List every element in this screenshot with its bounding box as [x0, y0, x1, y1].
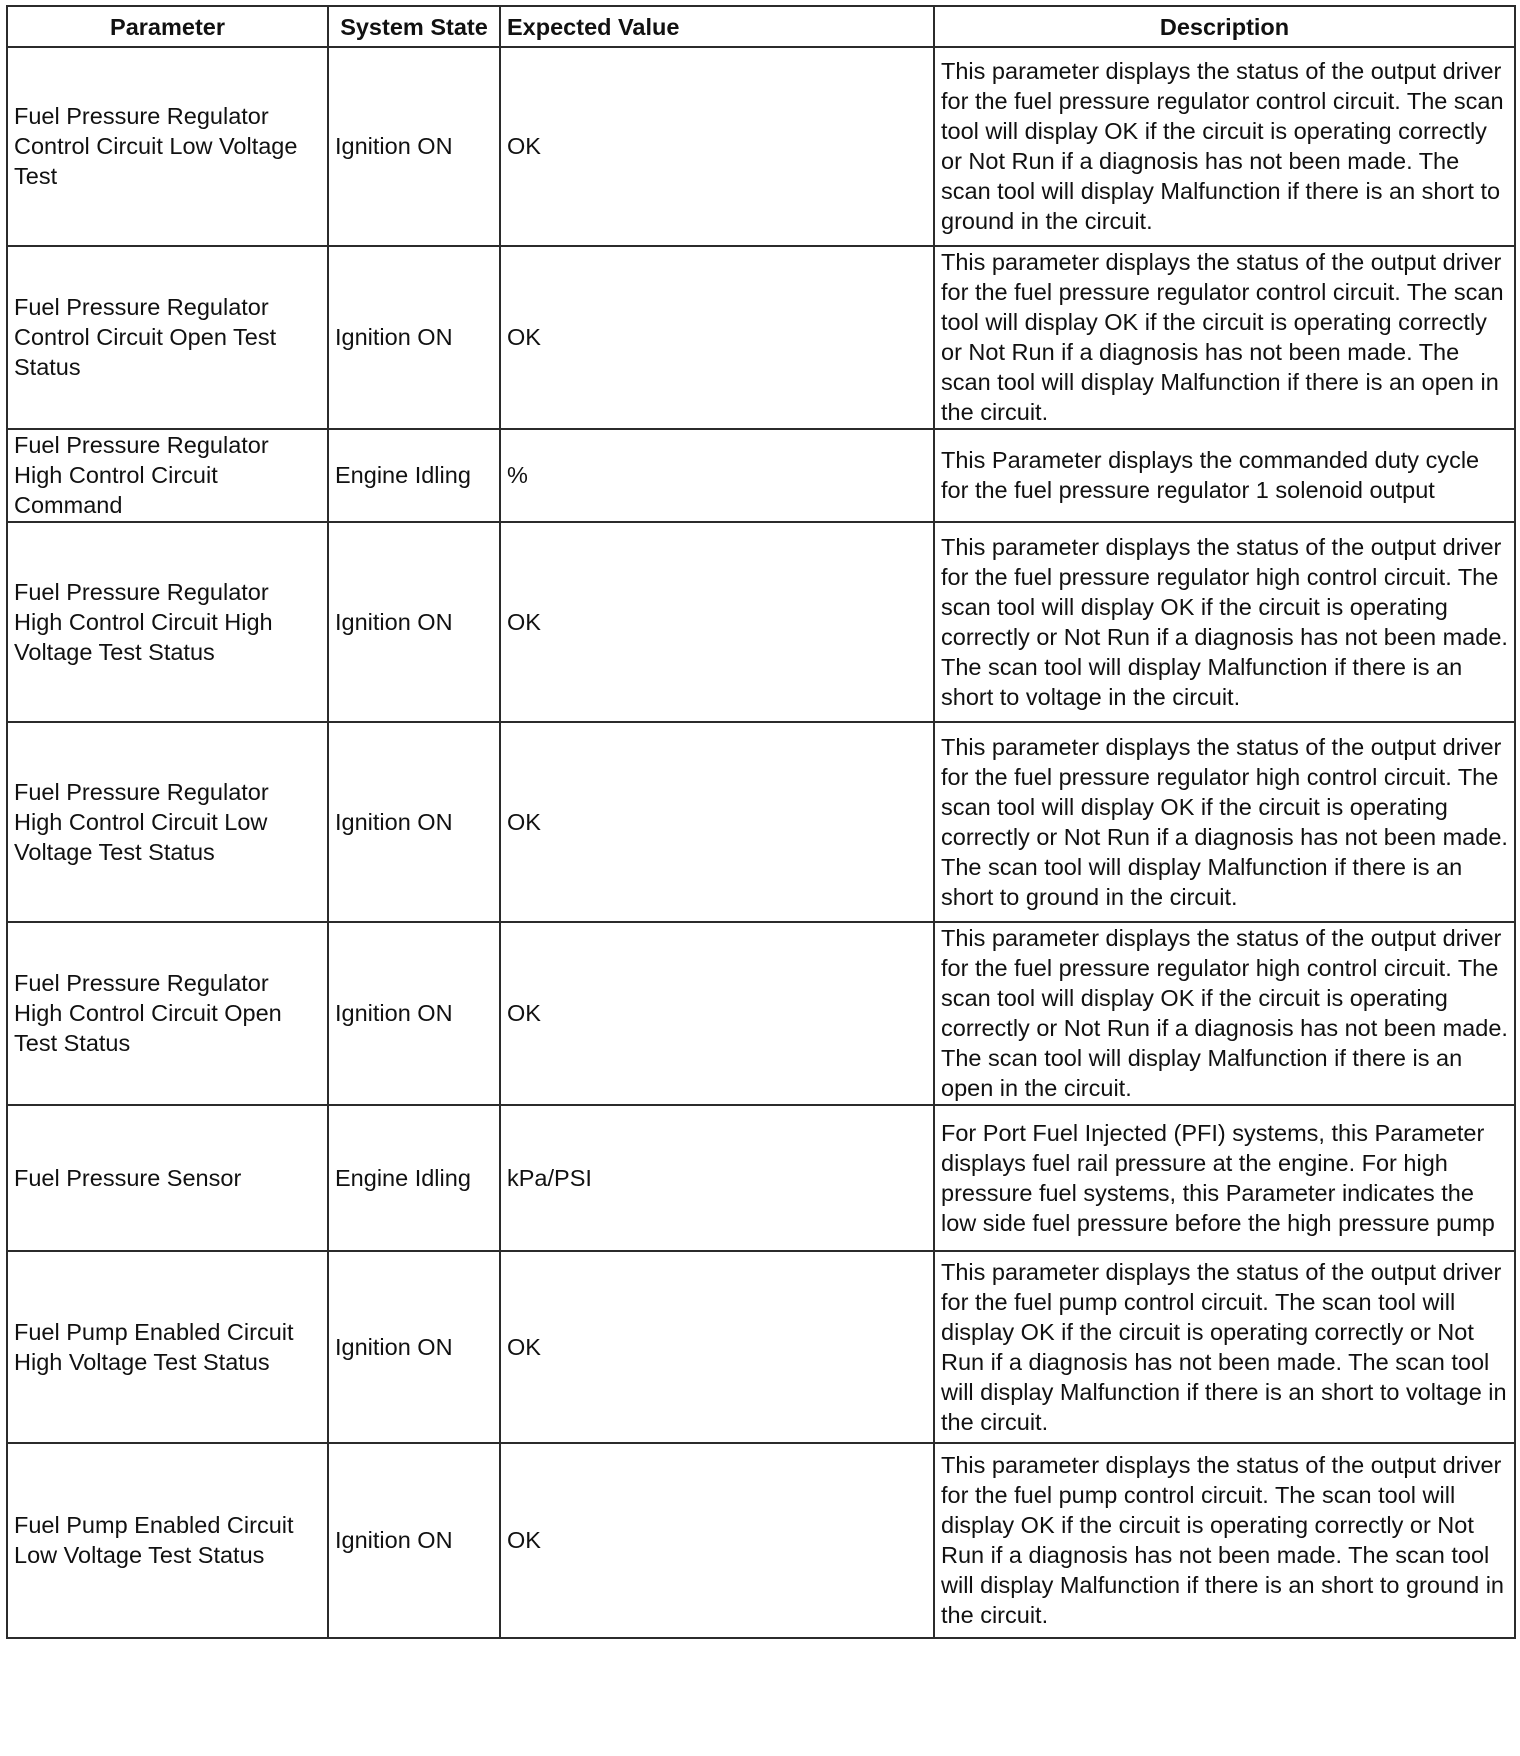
cell-description: This parameter displays the status of the output driver for the fuel pressure regulator control circuit. The scan tool will display OK if the circuit is operating correctly or Not Run if a diagnosis has not been made. The scan tool will display Malfunction if there is an short to ground in the circuit. [934, 47, 1515, 246]
cell-parameter: Fuel Pump Enabled Circuit Low Voltage Test Status [7, 1443, 328, 1638]
cell-expected-value: OK [500, 1443, 934, 1638]
cell-system-state: Ignition ON [328, 522, 500, 722]
cell-parameter: Fuel Pressure Regulator Control Circuit Low Voltage Test [7, 47, 328, 246]
cell-description: This Parameter displays the commanded duty cycle for the fuel pressure regulator 1 solenoid output [934, 429, 1515, 522]
table-header-row [7, 6, 1515, 47]
header-system-state: System State [328, 6, 500, 47]
cell-parameter: Fuel Pressure Regulator High Control Circuit Command [7, 429, 328, 522]
cell-parameter: Fuel Pressure Sensor [7, 1105, 328, 1251]
cell-expected-value: kPa/PSI [500, 1105, 934, 1251]
cell-expected-value: OK [500, 47, 934, 246]
table-row [7, 522, 1515, 722]
cell-parameter: Fuel Pressure Regulator High Control Circuit High Voltage Test Status [7, 522, 328, 722]
cell-description: This parameter displays the status of the output driver for the fuel pressure regulator high control circuit. The scan tool will display OK if the circuit is operating correctly or Not Run if a diagnosis has not been made. The scan tool will display Malfunction if there is an short to ground in the circuit. [934, 722, 1515, 922]
cell-description: This parameter displays the status of the output driver for the fuel pressure regulator control circuit. The scan tool will display OK if the circuit is operating correctly or Not Run if a diagnosis has not been made. The scan tool will display Malfunction if there is an open in the circuit. [934, 246, 1515, 429]
cell-system-state: Ignition ON [328, 1443, 500, 1638]
cell-system-state: Ignition ON [328, 922, 500, 1105]
cell-system-state: Engine Idling [328, 429, 500, 522]
cell-system-state: Ignition ON [328, 246, 500, 429]
cell-description: This parameter displays the status of the output driver for the fuel pressure regulator high control circuit. The scan tool will display OK if the circuit is operating correctly or Not Run if a diagnosis has not been made. The scan tool will display Malfunction if there is an open in the circuit. [934, 922, 1515, 1105]
cell-system-state: Engine Idling [328, 1105, 500, 1251]
table-row [7, 922, 1515, 1105]
cell-parameter: Fuel Pressure Regulator High Control Circuit Low Voltage Test Status [7, 722, 328, 922]
parameter-table [6, 5, 1516, 1639]
table-row [7, 246, 1515, 429]
cell-system-state: Ignition ON [328, 722, 500, 922]
cell-expected-value: OK [500, 922, 934, 1105]
cell-description: This parameter displays the status of the output driver for the fuel pump control circuit. The scan tool will display OK if the circuit is operating correctly or Not Run if a diagnosis has not been made. The scan tool will display Malfunction if there is an short to ground in the circuit. [934, 1443, 1515, 1638]
cell-expected-value: OK [500, 246, 934, 429]
header-description: Description [934, 6, 1515, 47]
cell-expected-value: OK [500, 522, 934, 722]
cell-description: For Port Fuel Injected (PFI) systems, this Parameter displays fuel rail pressure at the engine. For high pressure fuel systems, this Parameter indicates the low side fuel pressure before the high pressure pump [934, 1105, 1515, 1251]
cell-expected-value: OK [500, 1251, 934, 1443]
cell-parameter: Fuel Pressure Regulator Control Circuit Open Test Status [7, 246, 328, 429]
header-parameter: Parameter [7, 6, 328, 47]
cell-expected-value: % [500, 429, 934, 522]
table-row [7, 429, 1515, 522]
parameter-table-container [6, 5, 1514, 1639]
table-row [7, 722, 1515, 922]
header-expected-value: Expected Value [500, 6, 934, 47]
table-row [7, 1443, 1515, 1638]
cell-expected-value: OK [500, 722, 934, 922]
cell-parameter: Fuel Pressure Regulator High Control Circuit Open Test Status [7, 922, 328, 1105]
table-row [7, 1105, 1515, 1251]
table-row [7, 1251, 1515, 1443]
cell-description: This parameter displays the status of the output driver for the fuel pump control circuit. The scan tool will display OK if the circuit is operating correctly or Not Run if a diagnosis has not been made. The scan tool will display Malfunction if there is an short to voltage in the circuit. [934, 1251, 1515, 1443]
cell-description: This parameter displays the status of the output driver for the fuel pressure regulator high control circuit. The scan tool will display OK if the circuit is operating correctly or Not Run if a diagnosis has not been made. The scan tool will display Malfunction if there is an short to voltage in the circuit. [934, 522, 1515, 722]
cell-system-state: Ignition ON [328, 1251, 500, 1443]
cell-system-state: Ignition ON [328, 47, 500, 246]
table-row [7, 47, 1515, 246]
cell-parameter: Fuel Pump Enabled Circuit High Voltage Test Status [7, 1251, 328, 1443]
